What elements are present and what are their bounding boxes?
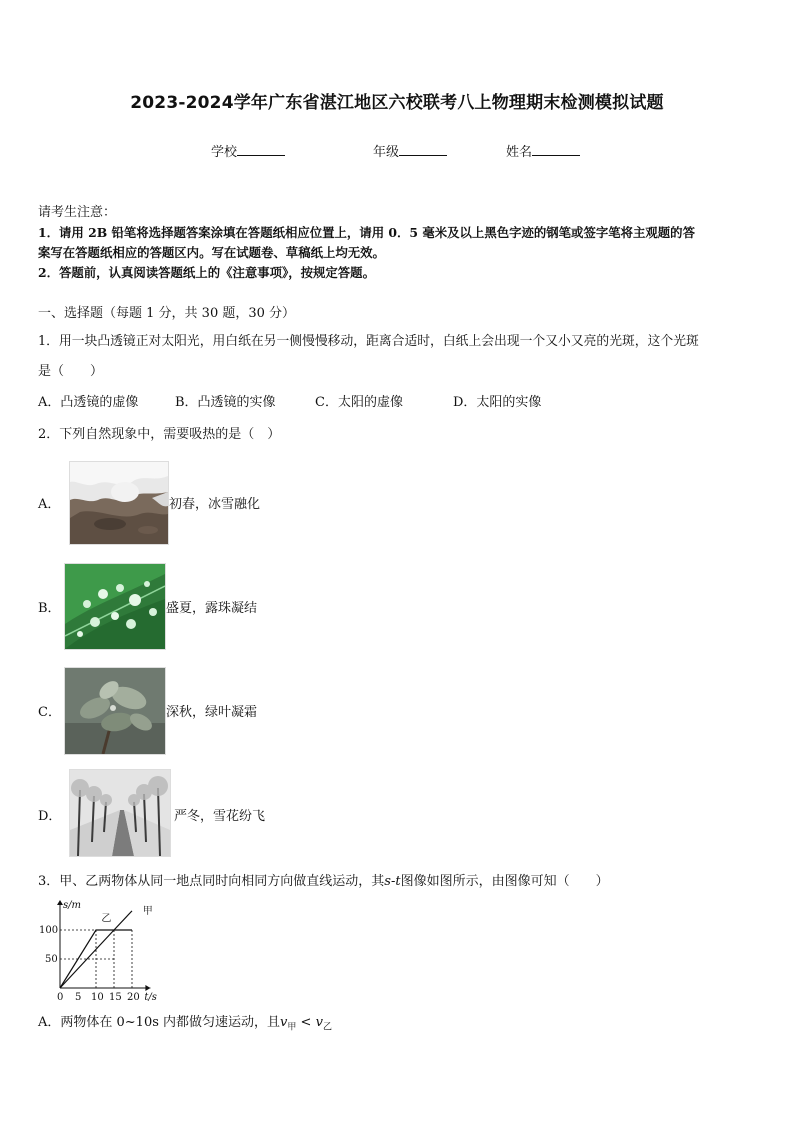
y-tick-label: 50 [45,954,58,965]
frost-leaves-photo [64,667,166,755]
q3-stem-post: 图像如图所示，由图像可知（ ） [400,874,609,889]
series-line-2 [60,911,132,988]
grade-blank [399,143,447,156]
x-tick-label: 15 [109,992,122,1002]
q3-v1: v [280,1015,288,1030]
x-tick-label: 5 [75,992,82,1002]
name-field [506,141,580,160]
notice-item-1-line2: 案写在答题纸相应的答题区内。写在试题卷、草稿纸上均无效。 [38,245,385,260]
school-blank [237,143,285,156]
name-label: 姓名 [506,145,533,160]
q2-option-d-label: D． [38,809,62,824]
q3-lt: < [296,1015,316,1030]
q3-stem [38,872,609,892]
melting-snow-photo [69,461,169,545]
x-tick-label: 20 [127,992,140,1002]
q2-option-c-text: 深秋，绿叶凝霜 [166,705,258,720]
q3-sub1: 甲 [287,1022,297,1033]
st-graph [38,898,168,1002]
q3-v2: v [315,1015,323,1030]
q1-option-a: A．凸透镜的虚像 [38,395,139,410]
series-label-yi: 乙 [101,913,112,925]
q1-stem-line1: 1．用一块凸透镜正对太阳光，用白纸在另一侧慢慢移动，距离合适时，白纸上会出现一个又小又亮的光斑，这个光斑 [38,334,699,349]
q2-option-a-label: A． [38,497,61,512]
grade-field [373,141,447,160]
q1-option-b: B．凸透镜的实像 [175,395,276,410]
q2-option-b-label: B． [38,601,61,616]
school-label: 学校 [211,145,238,160]
series-label-jia: 甲 [142,905,153,917]
q2-option-c-label: C． [38,705,61,720]
name-blank [532,143,580,156]
q3-option-a [38,1013,332,1038]
school-field [211,141,285,160]
notice-item-1-line1: 1．请用 2B 铅笔将选择题答案涂填在答题纸相应位置上，请用 0．5 毫米及以上黑色字迹的钢笔或签字笔将主观题的答 [38,225,695,240]
x-axis-arrow [145,985,150,991]
q2-option-a-text: 初春，冰雪融化 [169,497,261,512]
q3-stem-st: s-t [384,874,401,889]
x-tick-label: 0 [57,992,64,1002]
x-tick-label: 10 [91,992,104,1002]
notice-item-2: 2．答题前，认真阅读答题纸上的《注意事项》，按规定答题。 [38,265,375,280]
grade-label: 年级 [373,145,400,160]
page-title: 2023-2024学年广东省湛江地区六校联考八上物理期末检测模拟试题 [130,93,664,113]
q3-stem-pre: 3．甲、乙两物体从同一地点同时向相同方向做直线运动，其 [38,874,385,889]
q1-option-c: C．太阳的虚像 [315,395,403,410]
snowy-road-photo [69,769,171,857]
q1-stem-line2: 是（ ） [38,364,104,379]
x-axis-label: t/s [144,992,157,1002]
q2-option-b-text: 盛夏，露珠凝结 [166,601,258,616]
q2-option-d-text: 严冬，雪花纷飞 [174,809,266,824]
y-axis-label: s/m [63,900,81,911]
q3-option-a-pre: A．两物体在 0~10s 内都做匀速运动，且 [38,1015,281,1030]
y-tick-label: 100 [39,925,59,936]
section-heading: 一、选择题（每题 1 分，共 30 题，30 分） [38,306,296,321]
q2-stem: 2．下列自然现象中，需要吸热的是（ ） [38,427,281,442]
q1-option-d: D．太阳的实像 [453,395,542,410]
notice-heading: 请考生注意： [38,205,117,220]
q3-sub2: 乙 [322,1022,332,1033]
dew-leaf-photo [64,563,166,650]
